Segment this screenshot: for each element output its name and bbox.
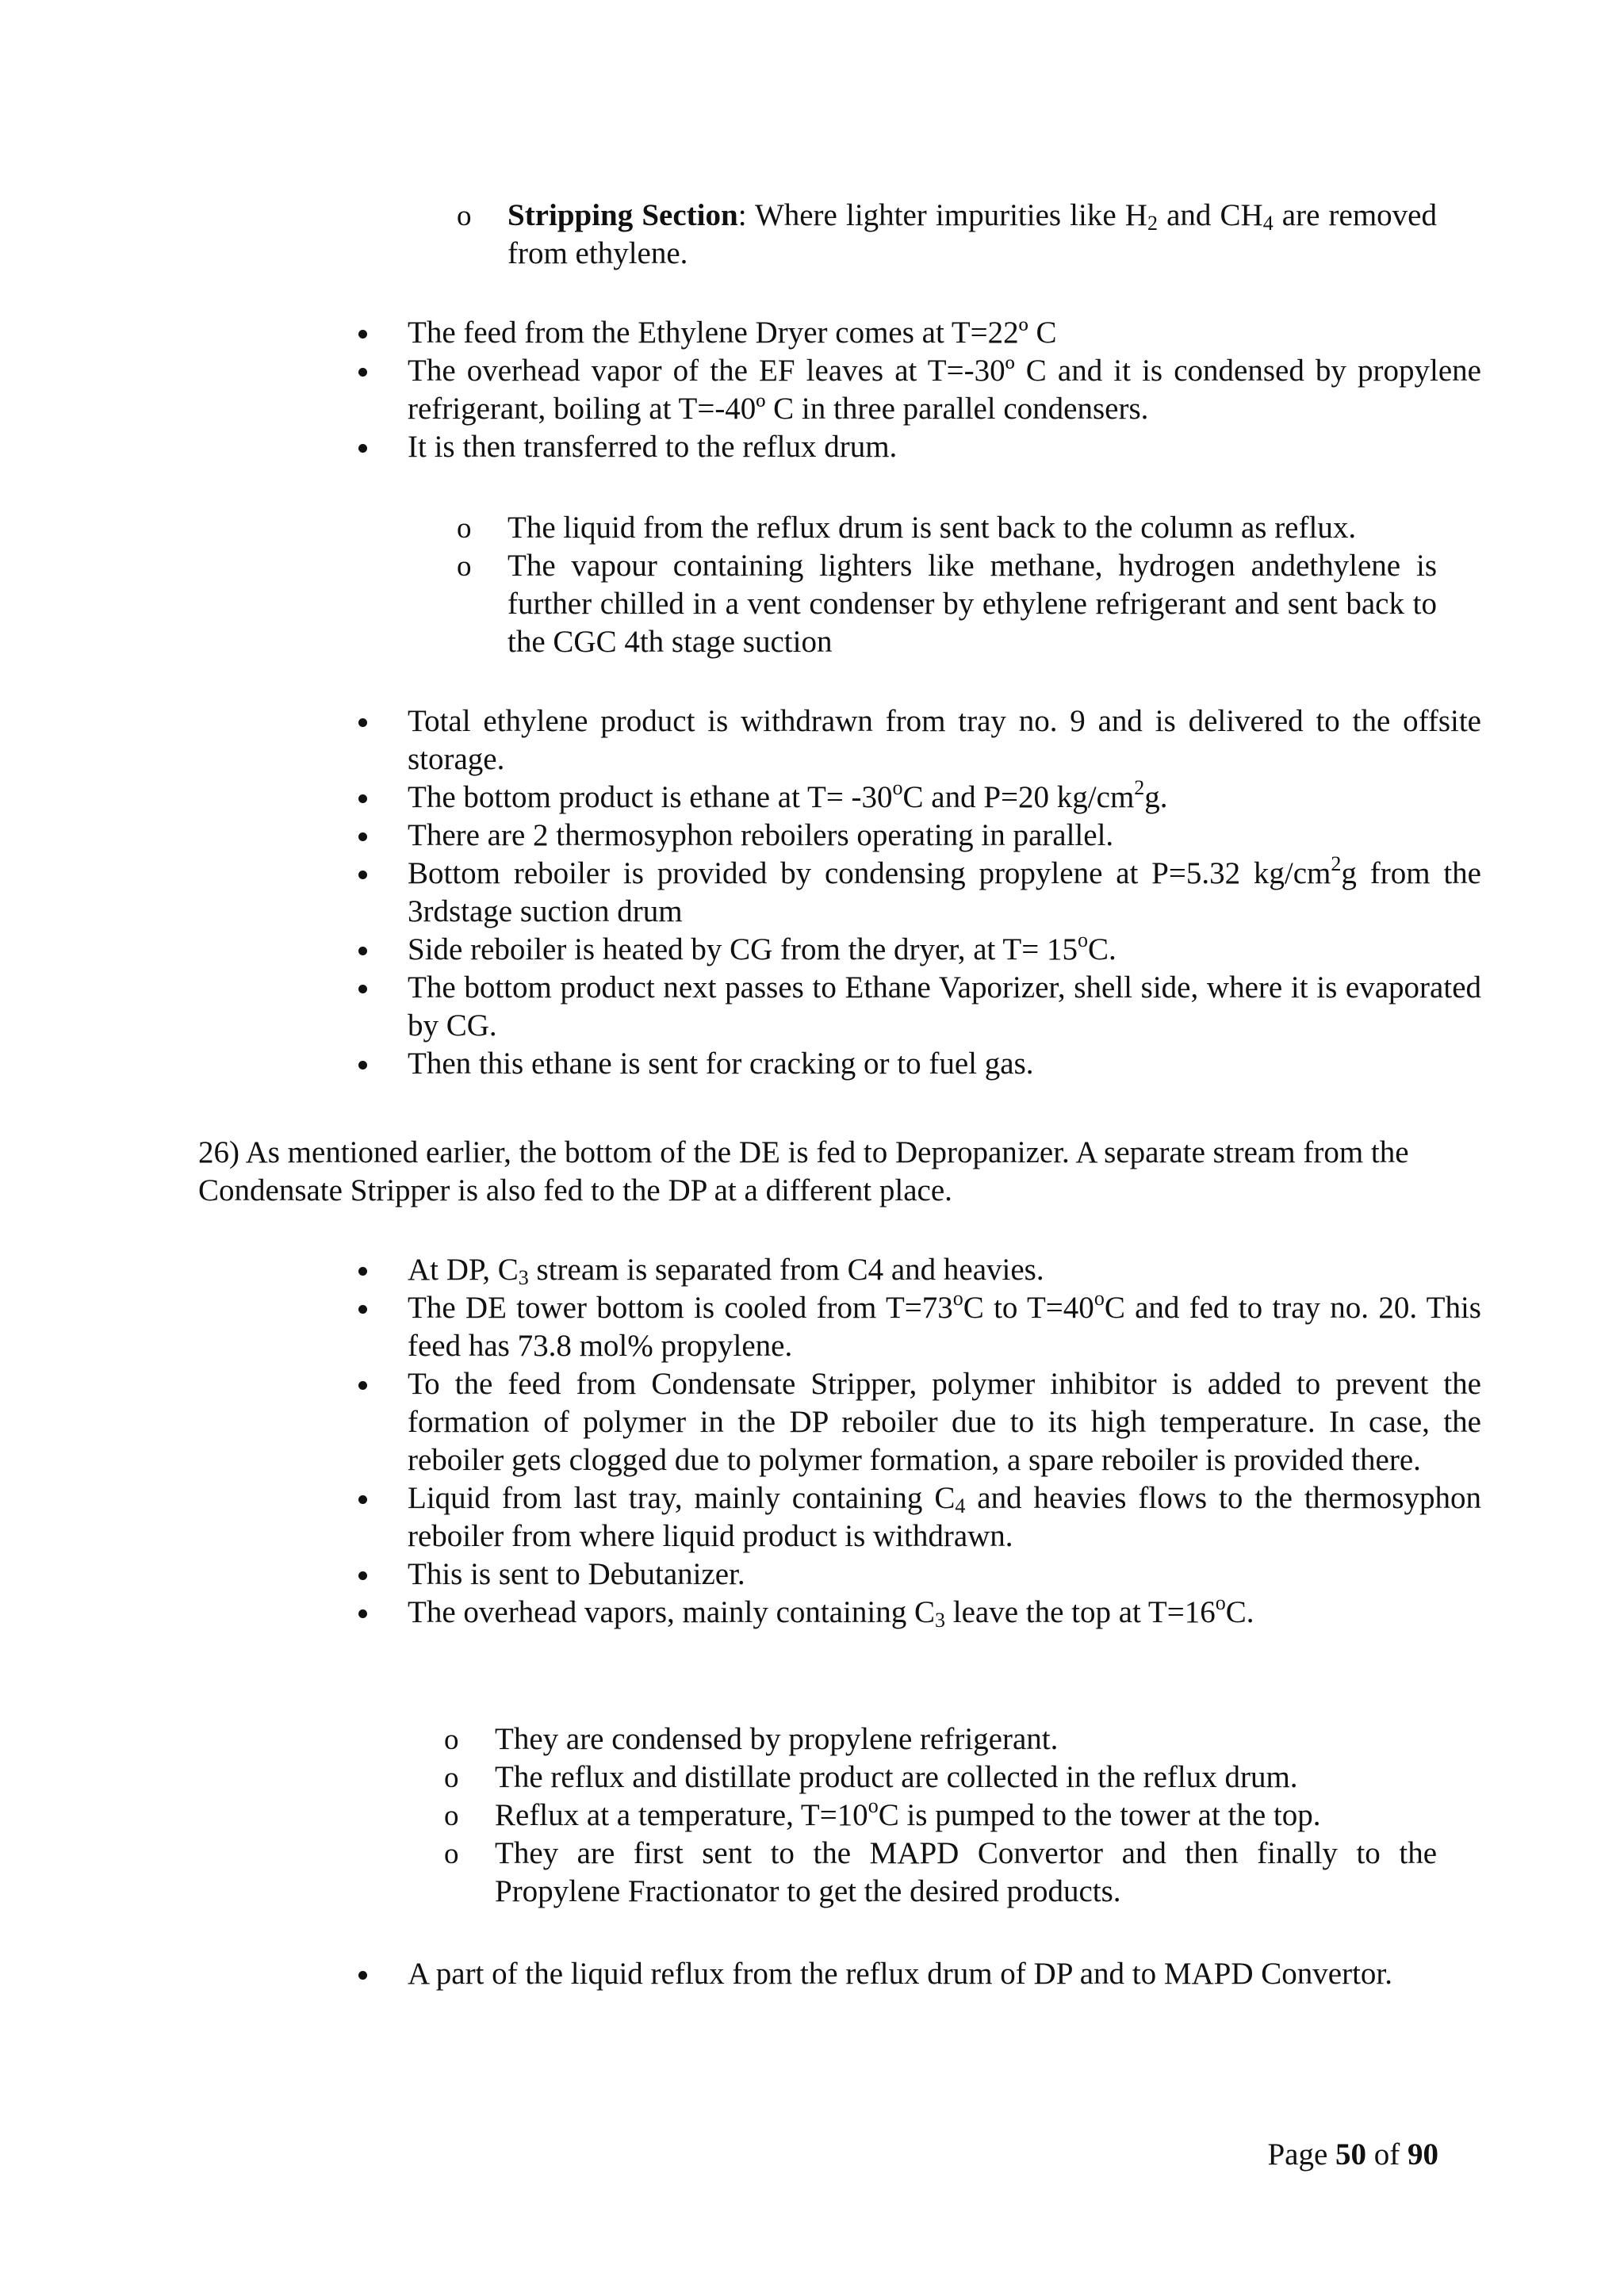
bullet-icon	[358, 1571, 367, 1580]
list-item: Bottom reboiler is provided by condensing propylene at P=5.32 $kg/cm^2g$ from the 3rdstage suction drum	[349, 855, 1481, 931]
list-item: o The reflux and distillate product are collected in the reflux drum.	[444, 1758, 1437, 1797]
total-page-count: 90	[1408, 2137, 1438, 2172]
bullet-icon	[358, 368, 367, 377]
ef-bullet-list	[349, 314, 1481, 466]
paragraph-26: 26) As mentioned earlier, the bottom of the DE is fed to Depropanizer. A separate stream from the Condensate Stripper is also fed to the DP at a different place.	[198, 1135, 1409, 1207]
list-item: At DP, $C_3$ stream is separated from C4 and heavies.	[349, 1251, 1481, 1289]
sub-bullet-marker: o	[444, 1724, 459, 1756]
list-item: The bottom product next passes to Ethane Vaporizer, shell side, where it is evaporated by CG.	[349, 969, 1481, 1045]
bullet-icon	[358, 871, 367, 879]
list-item: o They are first sent to the MAPD Convertor and then finally to the Propylene Fractionator to get the desired products.	[444, 1836, 1437, 1908]
sub-bullet-marker: o	[457, 550, 472, 583]
list-item: To the feed from Condensate Stripper, polymer inhibitor is added to prevent the formation of polymer in the DP reboiler due to its high temperature. In case, the reboiler gets clogged due to polymer formation, a spare reboiler is provided there.	[349, 1365, 1481, 1479]
list-item: The feed from the Ethylene Dryer comes at T=22º C	[349, 314, 1481, 352]
bullet-icon	[358, 832, 367, 841]
final-bullet-list	[349, 1955, 1481, 1993]
list-item: o The vapour containing lighters like methane, hydrogen andethylene is further chilled in a vent condenser by ethylene refrigerant and sent back to the CGC 4th stage suction	[457, 549, 1437, 659]
dp-bullet-list	[349, 1251, 1481, 1632]
list-item: The overhead vapor of the EF leaves at T=-30º C and it is condensed by propylene refrigerant, boiling at T=-40º C in three parallel condensers.	[349, 352, 1481, 428]
sub-bullet-marker: o	[457, 200, 472, 232]
sub-bullet-marker: o	[444, 1800, 459, 1832]
current-page-number: 50	[1335, 2137, 1366, 2172]
bullet-icon	[358, 947, 367, 955]
stripping-section-heading: Stripping Section	[508, 198, 738, 232]
bullet-icon	[358, 1609, 367, 1618]
list-item: The overhead vapors, mainly containing $C_3$ leave the top at $T=16^oC$.	[349, 1594, 1481, 1632]
reflux-sub-list	[457, 509, 1437, 661]
bullet-icon	[358, 1971, 367, 1980]
bullet-icon	[358, 1381, 367, 1390]
bullet-icon	[358, 444, 367, 453]
list-item: The bottom product is ethane at $T= -30^oC$ and P=20 $kg/cm^2g$.	[349, 779, 1481, 817]
bullet-icon	[358, 1305, 367, 1314]
list-item: There are 2 thermosyphon reboilers operating in parallel.	[349, 817, 1481, 855]
list-item: o Stripping Section: Where lighter impurities like $H_2$ and $CH_4$ are removed from ethylene.	[457, 198, 1437, 270]
list-item: o Reflux at a temperature, $T=10^oC$ is pumped to the tower at the top.	[444, 1797, 1437, 1835]
dp-sub-list	[444, 1720, 1437, 1911]
list-item: It is then transferred to the reflux drum.	[349, 428, 1481, 466]
bullet-icon	[358, 1267, 367, 1276]
sub-bullet-marker: o	[444, 1762, 459, 1794]
list-item: Then this ethane is sent for cracking or to fuel gas.	[349, 1045, 1481, 1083]
sub-bullet-marker: o	[457, 512, 472, 545]
bullet-icon	[358, 1061, 367, 1070]
product-bullet-list	[349, 702, 1481, 1083]
list-item: o They are condensed by propylene refrigerant.	[444, 1720, 1437, 1758]
sub-bullet-marker: o	[444, 1838, 459, 1870]
list-item: A part of the liquid reflux from the reflux drum of DP and to MAPD Convertor.	[349, 1955, 1481, 1993]
page-number-footer: Page 50 of 90	[1267, 2137, 1438, 2172]
bullet-icon	[358, 330, 367, 339]
list-item: Total ethylene product is withdrawn from tray no. 9 and is delivered to the offsite storage.	[349, 702, 1481, 779]
list-item: Liquid from last tray, mainly containing $C_4$ and heavies flows to the thermosyphon reboiler from where liquid product is withdrawn.	[349, 1479, 1481, 1556]
list-item: Side reboiler is heated by CG from the dryer, at $T= 15^oC$.	[349, 931, 1481, 969]
bullet-icon	[358, 1495, 367, 1504]
list-item: o The liquid from the reflux drum is sent back to the column as reflux.	[457, 509, 1437, 547]
stripping-section-item	[457, 197, 1437, 273]
bullet-icon	[358, 985, 367, 993]
bullet-icon	[358, 794, 367, 803]
list-item: The DE tower bottom is cooled from $T=73^oC$ to $T=40^oC$ and fed to tray no. 20. This feed has 73.8 mol% propylene.	[349, 1289, 1481, 1365]
bullet-icon	[358, 718, 367, 727]
list-item: This is sent to Debutanizer.	[349, 1556, 1481, 1594]
